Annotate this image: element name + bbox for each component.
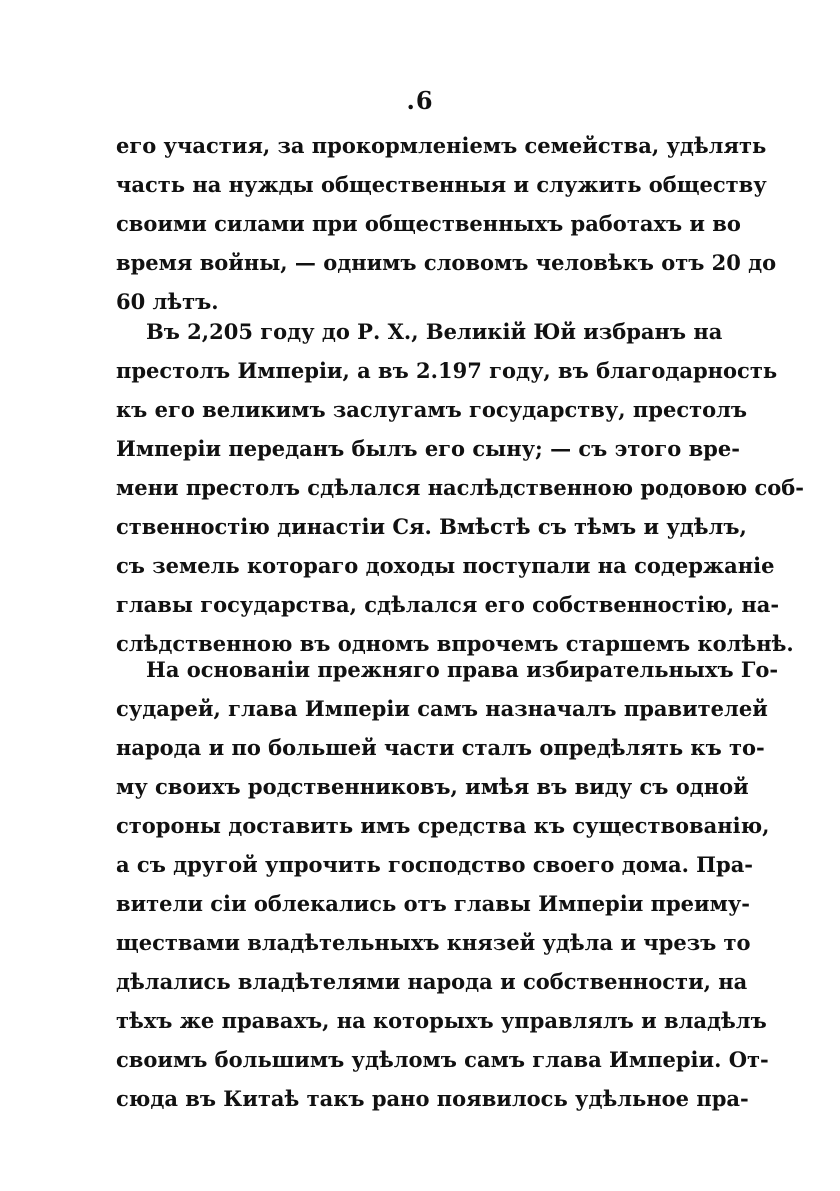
text-line: На основаніи прежняго права избирательныхъ Го-: [146, 657, 779, 682]
page-number: .6: [406, 86, 434, 115]
text-line: своимъ большимъ удѣломъ самъ глава Имперіи. От-: [116, 1047, 769, 1072]
text-line: а съ другой упрочить господство своего дома. Пра-: [116, 852, 754, 877]
text-line: дѣлались владѣтелями народа и собственности, на: [116, 969, 748, 994]
text-line: сударей, глава Имперіи самъ назначалъ правителей: [116, 696, 768, 721]
text-line: ственностію династіи Ся. Вмѣстѣ съ тѣмъ и удѣлъ,: [116, 514, 747, 539]
text-line: ществами владѣтельныхъ князей удѣла и чрезъ то: [116, 930, 751, 955]
text-line: престолъ Имперіи, а въ 2.197 году, въ благодарность: [116, 358, 778, 383]
text-line: мени престолъ сдѣлался наслѣдственною родовою соб-: [116, 475, 805, 500]
text-line: Имперіи переданъ былъ его сыну; — съ этого вре-: [116, 436, 740, 461]
text-line: Въ 2,205 году до Р. Х., Великій Юй избранъ на: [146, 319, 723, 344]
text-line: время войны, — однимъ словомъ человѣкъ отъ 20 до: [116, 250, 777, 275]
text-line: вители сіи облекались отъ главы Имперіи преиму-: [116, 891, 750, 916]
text-line: его участия, за прокормленіемъ семейства, удѣлять: [116, 133, 767, 158]
text-line: своими силами при общественныхъ работахъ и во: [116, 211, 741, 236]
paragraph-3: [116, 650, 779, 1118]
text-line: часть на нужды общественныя и служить обществу: [116, 172, 767, 197]
paragraph-1: [116, 126, 777, 321]
text-line: народа и по большей части сталъ опредѣлять къ то-: [116, 735, 765, 760]
text-line: му своихъ родственниковъ, имѣя въ виду съ одной: [116, 774, 749, 799]
text-line: къ его великимъ заслугамъ государству, престолъ: [116, 397, 748, 422]
text-line: главы государства, сдѣлался его собственностію, на-: [116, 592, 780, 617]
text-line: сюда въ Китаѣ такъ рано появилось удѣльное пра-: [116, 1086, 749, 1111]
text-line: 60 лѣтъ.: [116, 289, 219, 314]
text-line: тѣхъ же правахъ, на которыхъ управлялъ и владѣлъ: [116, 1008, 767, 1033]
text-line: стороны доставить имъ средства къ существованію,: [116, 813, 770, 838]
text-line: слѣдственною въ одномъ впрочемъ старшемъ колѣнѣ.: [116, 631, 794, 656]
paragraph-2: [116, 312, 805, 663]
text-line: съ земель котораго доходы поступали на содержаніе: [116, 553, 775, 578]
